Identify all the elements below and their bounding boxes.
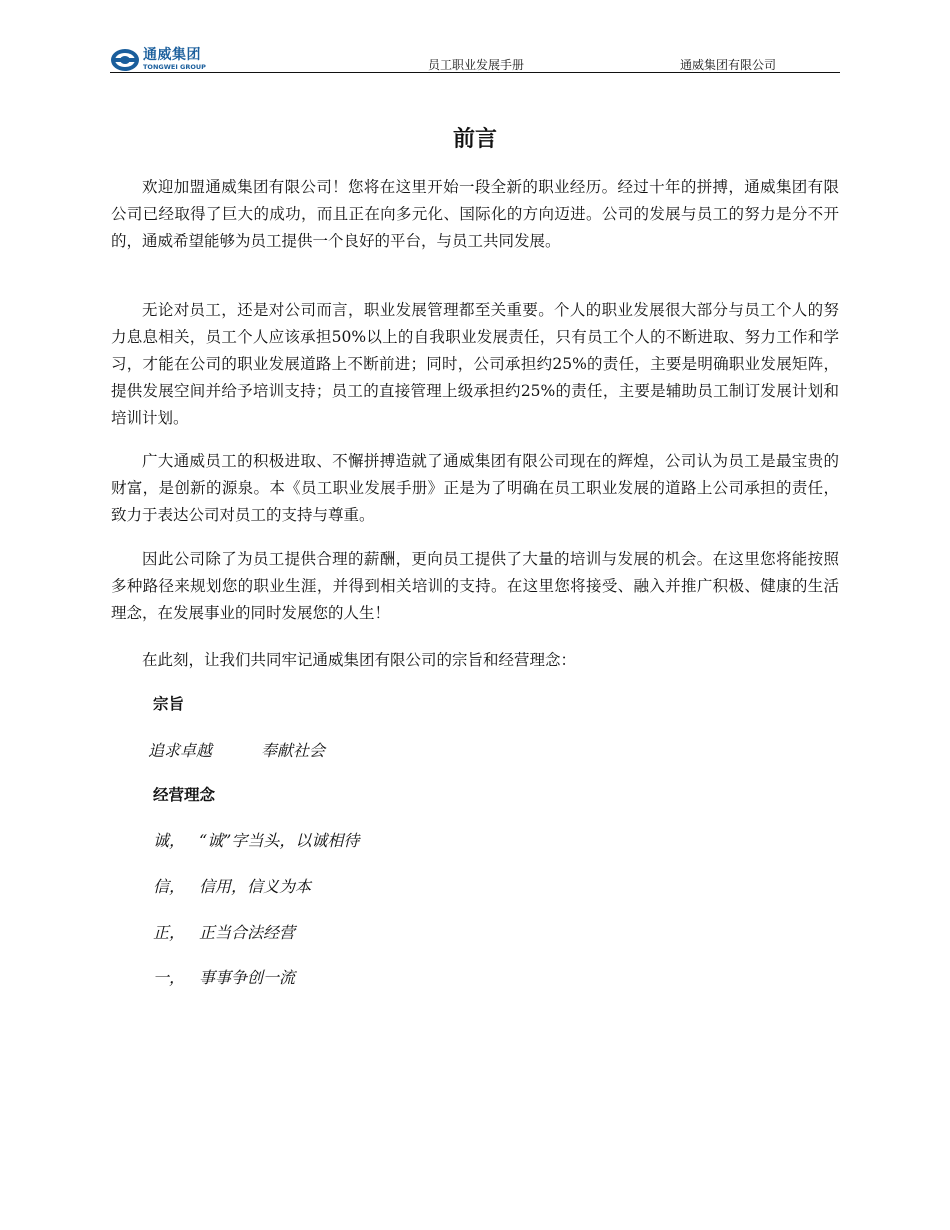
logo-chinese-name: 通威集团 [143,47,201,63]
paragraph-welcome: 欢迎加盟通威集团有限公司！您将在这里开始一段全新的职业经历。经过十年的拼搏，通威集团有限公司已经取得了巨大的成功，而且正在向多元化、国际化的方向迈进。公司的发展与员工的努力是分不开的，通威希望能够为员工提供一个良好的平台，与员工共同发展。 [111,178,839,250]
tongwei-logo-icon [110,48,140,72]
logo-english-name: TONGWEI GROUP [143,63,206,71]
philosophy-heading: 经营理念 [153,786,216,804]
aim-text-excellence: 追求卓越 [148,741,213,760]
header-divider [110,72,840,73]
paragraph-employee-value: 广大通威员工的积极进取、不懈拼搏造就了通威集团有限公司现在的辉煌，公司认为员工是最宝贵的财富，是创新的源泉。本《员工职业发展手册》正是为了明确在员工职业发展的道路上公司承担的责任，致力于表达公司对员工的支持与尊重。 [111,452,839,524]
philosophy-item [153,965,295,988]
philosophy-item [153,828,359,851]
philosophy-item [153,874,311,897]
aim-text-society: 奉献社会 [261,741,326,760]
header-document-title: 员工职业发展手册 [428,58,525,72]
paragraph-opportunities: 因此公司除了为员工提供合理的薪酬，更向员工提供了大量的培训与发展的机会。在这里您将能按照多种路径来规划您的职业生涯，并得到相关培训的支持。在这里您将接受、融入并推广积极、健康的生活理念，在发展事业的同时发展您的人生！ [111,550,839,622]
philosophy-key: 一， [153,968,186,987]
philosophy-key: 信， [153,877,186,896]
page-title: 前言 [452,127,497,152]
philosophy-text: 正当合法经营 [199,923,296,942]
philosophy-text: 信用，信义为本 [199,877,312,896]
philosophy-text: 事事争创一流 [199,968,296,987]
philosophy-item [153,920,295,943]
philosophy-text: “诚”字当头，以诚相待 [199,831,360,850]
paragraph-career-management: 无论对员工，还是对公司而言，职业发展管理都至关重要。个人的职业发展很大部分与员工个人的努力息息相关，员工个人应该承担50%以上的自我职业发展责任，只有员工个人的不断进取、努力工作和学习，才能在公司的职业发展道路上不断前进；同时，公司承担约25%的责任，主要是明确职业发展矩阵，提供发展空间并给予培训支持；员工的直接管理上级承担约25%的责任，主要是辅助员工制订发展计划和培训计划。 [111,301,839,427]
header-company-name: 通威集团有限公司 [680,58,777,72]
philosophy-key: 正， [153,923,186,942]
aim-heading: 宗旨 [153,695,185,713]
philosophy-key: 诚， [153,831,186,850]
paragraph-remember: 在此刻，让我们共同牢记通威集团有限公司的宗旨和经营理念： [142,651,577,669]
company-logo [110,48,220,78]
page-header [110,44,840,74]
